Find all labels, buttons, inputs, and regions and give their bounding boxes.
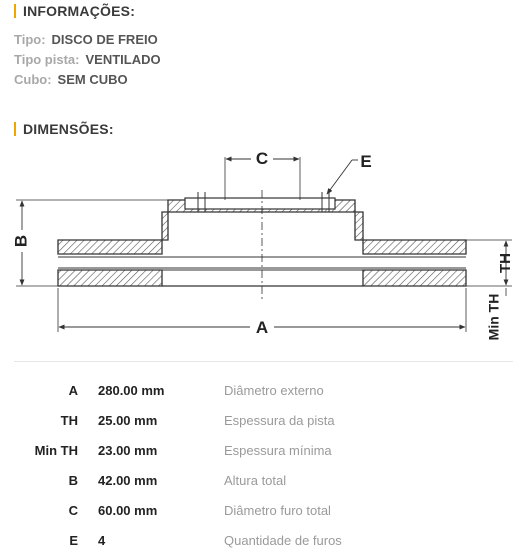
- section-divider: [14, 361, 513, 362]
- dim-row-a: A 280.00 mm Diâmetro externo: [68, 383, 324, 398]
- info-row-tipo-pista: Tipo pista: VENTILADO: [14, 52, 161, 67]
- dimensions-section-title: [14, 121, 114, 137]
- title-accent-bar: [14, 4, 16, 18]
- dim-row-e: E 4 Quantidade de furos: [69, 533, 342, 548]
- dim-a-label: A: [255, 318, 269, 337]
- hub-recess: [185, 198, 335, 209]
- brake-disc-drawing: [0, 140, 527, 350]
- dim-e-leader: [327, 160, 352, 194]
- dimensions-title-text: DIMENSÕES:: [23, 121, 114, 137]
- dim-row-b: B 42.00 mm Altura total: [68, 473, 287, 488]
- dim-e-label: E: [360, 152, 372, 171]
- title-accent-bar: [14, 122, 16, 136]
- dim-th-label: TH: [496, 253, 514, 273]
- dim-row-th: TH 25.00 mm Espessura da pista: [60, 413, 335, 428]
- info-section-title: [14, 3, 135, 19]
- info-row-cubo: Cubo: SEM CUBO: [14, 72, 128, 87]
- dim-b-label: B: [11, 234, 31, 248]
- dim-c-label: C: [255, 149, 269, 168]
- info-title-text: INFORMAÇÕES:: [23, 3, 136, 19]
- dim-row-min-th: Min TH 23.00 mm Espessura mínima: [34, 443, 332, 458]
- dim-row-c: C 60.00 mm Diâmetro furo total: [68, 503, 331, 518]
- dim-min-th-label: Min TH: [485, 293, 502, 341]
- info-row-tipo: Tipo: DISCO DE FREIO: [14, 32, 158, 47]
